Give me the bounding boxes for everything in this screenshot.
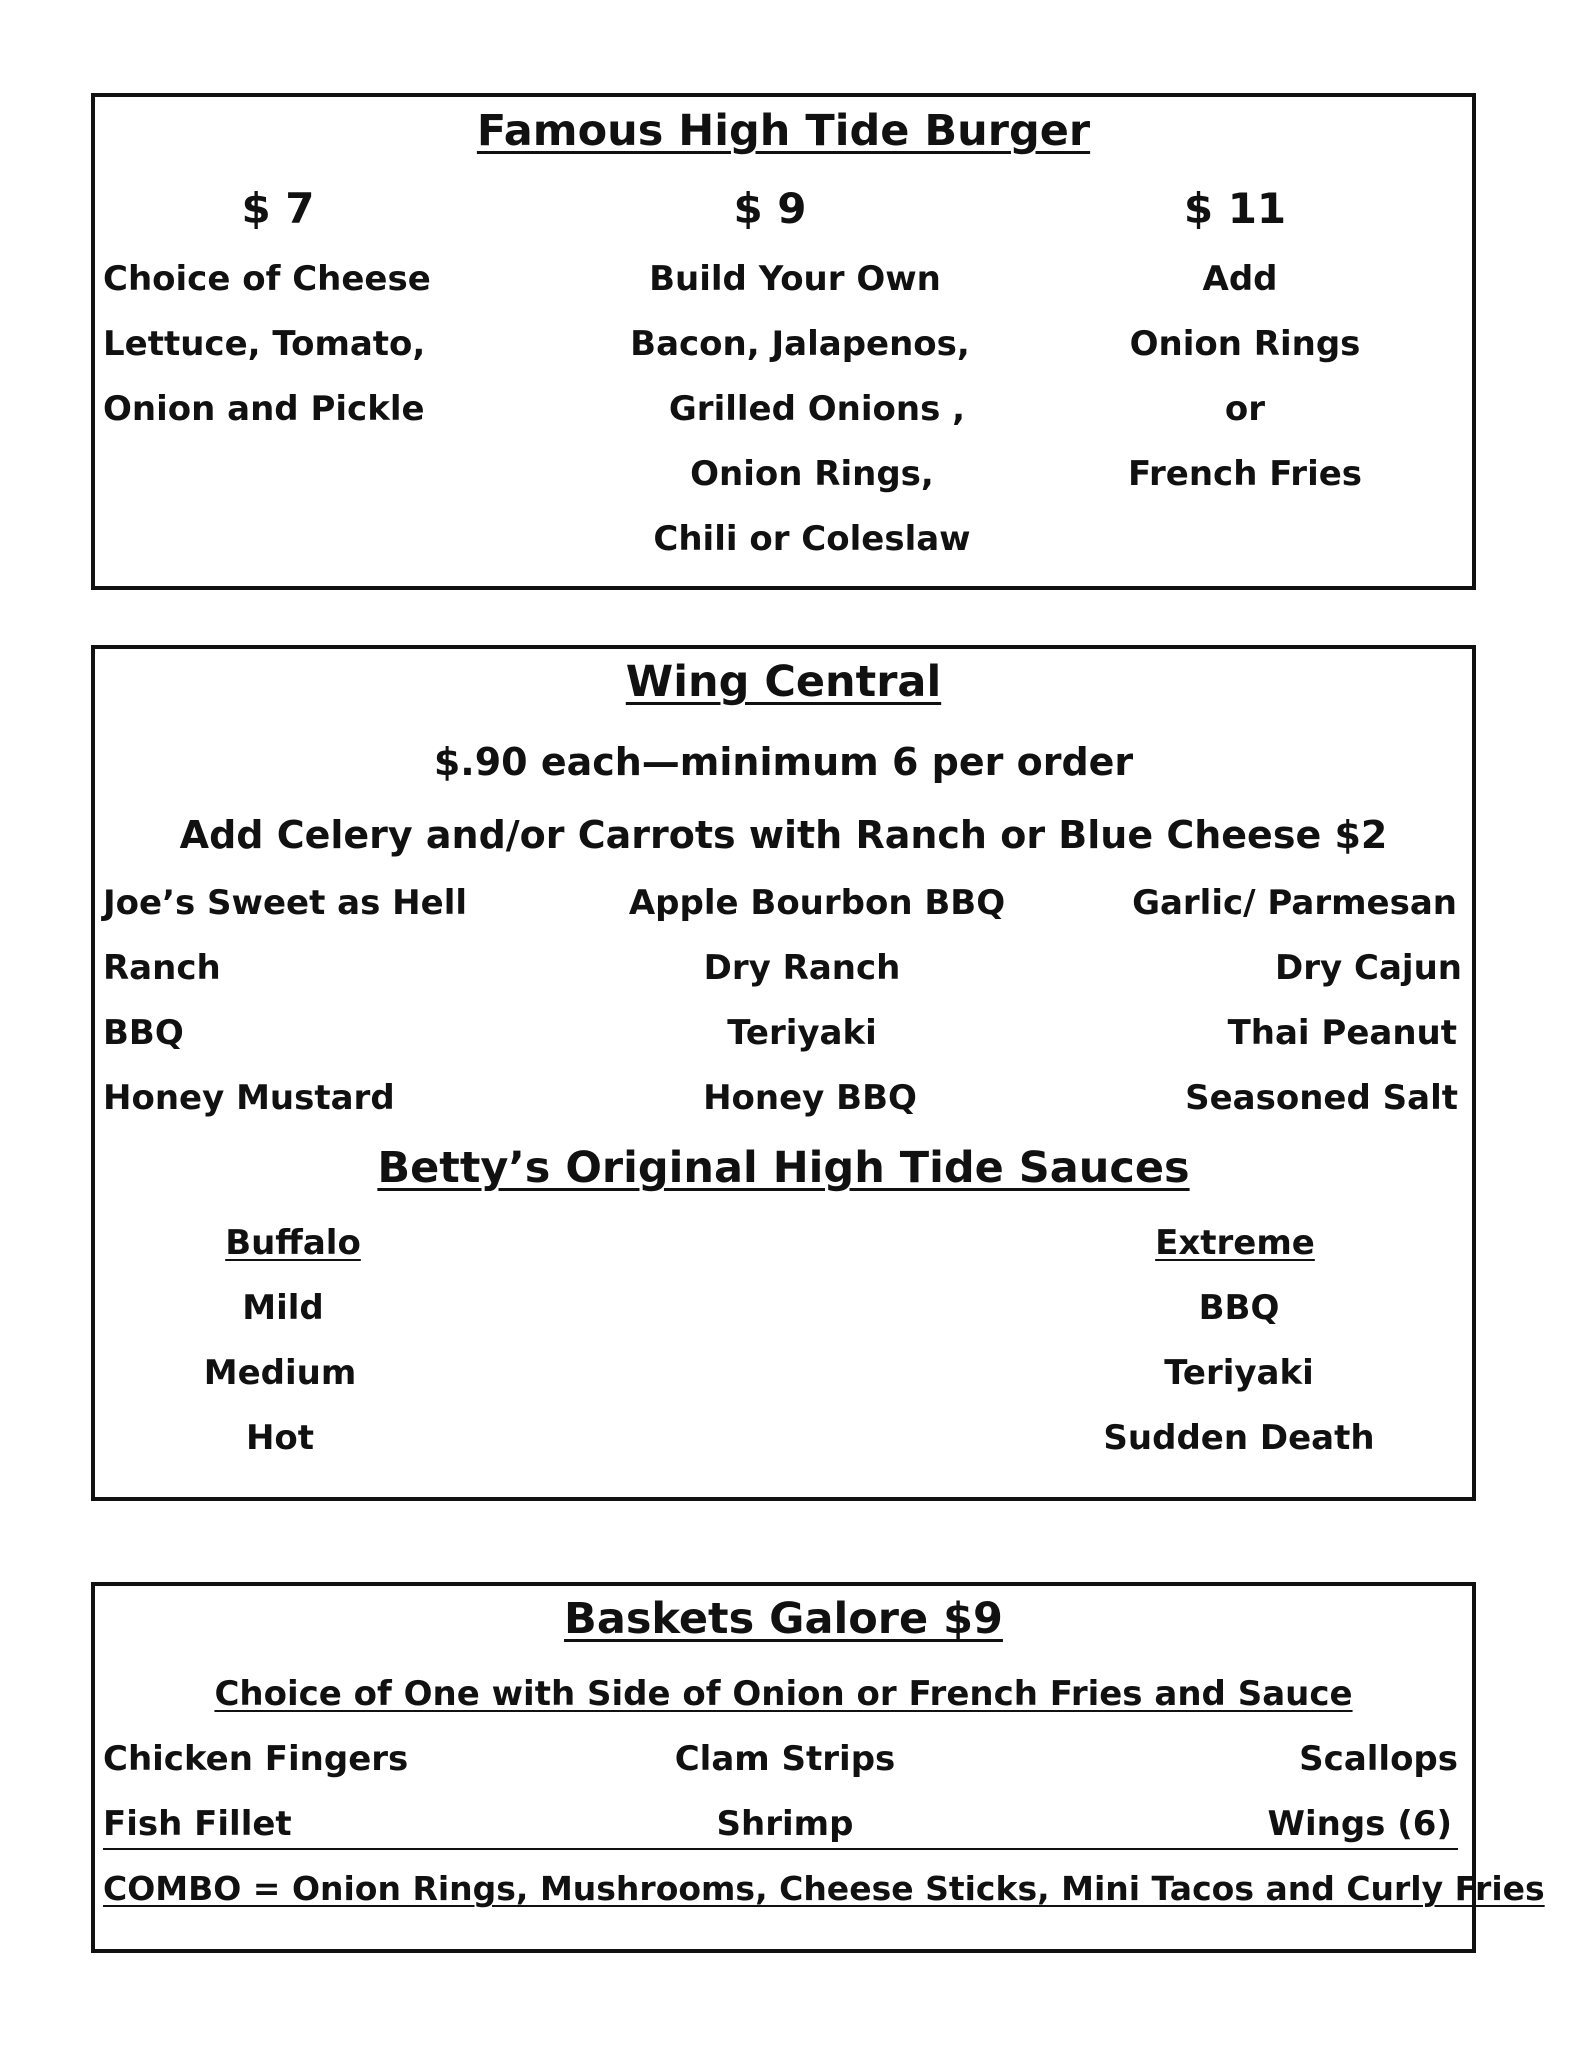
- wing-flavor-center: Dry Ranch: [703, 948, 901, 988]
- wing-flavor-right: Dry Cajun: [1275, 948, 1462, 988]
- wing-flavor-right: Seasoned Salt: [1185, 1078, 1458, 1118]
- burger-col3-line: French Fries: [1127, 454, 1363, 494]
- wing-flavor-left: Honey Mustard: [103, 1078, 395, 1118]
- burger-title: Famous High Tide Burger: [476, 106, 1091, 156]
- basket-item-center: Clam Strips: [674, 1739, 896, 1779]
- burger-col2-line: Onion Rings,: [690, 454, 934, 494]
- buffalo-item: Mild: [242, 1288, 324, 1328]
- buffalo-item: Hot: [245, 1418, 315, 1458]
- burger-col3-line: Onion Rings: [1129, 324, 1361, 364]
- sauces-title: Betty’s Original High Tide Sauces: [377, 1143, 1190, 1193]
- burger-col2-line: Build Your Own: [649, 259, 941, 299]
- buffalo-item: Medium: [203, 1353, 357, 1393]
- basket-item-left: Fish Fillet: [103, 1804, 292, 1844]
- basket-row-rule: [103, 1848, 1458, 1850]
- wing-flavor-left: Ranch: [103, 948, 221, 988]
- wing-flavor-center: Teriyaki: [727, 1013, 877, 1053]
- wings-addon-line: Add Celery and/or Carrots with Ranch or Blue Cheese $2: [179, 813, 1388, 857]
- baskets-combo: COMBO = Onion Rings, Mushrooms, Cheese Sticks, Mini Tacos and Curly Fries: [103, 1869, 1545, 1908]
- basket-item-center: Shrimp: [716, 1804, 854, 1844]
- burger-col1-line: Choice of Cheese: [103, 259, 431, 299]
- wing-flavor-left: BBQ: [103, 1013, 184, 1053]
- extreme-item: Sudden Death: [1103, 1418, 1375, 1458]
- extreme-heading: Extreme: [1155, 1223, 1315, 1263]
- wing-flavor-right: Garlic/ Parmesan: [1132, 883, 1457, 923]
- burger-col1-line: Lettuce, Tomato,: [103, 324, 426, 364]
- burger-col1-line: Onion and Pickle: [103, 389, 425, 429]
- wings-title: Wing Central: [625, 657, 942, 707]
- baskets-title: Baskets Galore $9: [564, 1594, 1003, 1644]
- burger-col2-line: Chili or Coleslaw: [653, 519, 971, 559]
- burger-col3-line: or: [1224, 389, 1266, 429]
- baskets-subtitle: Choice of One with Side of Onion or French Fries and Sauce: [214, 1674, 1353, 1714]
- basket-item-left: Chicken Fingers: [103, 1739, 409, 1779]
- burger-col3-line: Add: [1202, 259, 1278, 299]
- burger-price-2: $ 9: [733, 184, 807, 233]
- burger-price-1: $ 7: [241, 184, 315, 233]
- extreme-item: BBQ: [1198, 1288, 1280, 1328]
- wings-price-line: $.90 each—minimum 6 per order: [433, 740, 1134, 784]
- wing-flavor-center: Honey BBQ: [703, 1078, 917, 1118]
- wing-flavor-center: Apple Bourbon BBQ: [628, 883, 1006, 923]
- basket-item-right: Scallops: [1299, 1739, 1458, 1779]
- burger-col2-line: Bacon, Jalapenos,: [630, 324, 970, 364]
- extreme-item: Teriyaki: [1164, 1353, 1314, 1393]
- burger-col2-line: Grilled Onions ,: [668, 389, 966, 429]
- wing-flavor-right: Thai Peanut: [1227, 1013, 1457, 1053]
- wing-flavor-left: Joe’s Sweet as Hell: [103, 883, 468, 923]
- burger-price-3: $ 11: [1183, 184, 1287, 233]
- buffalo-heading: Buffalo: [225, 1223, 361, 1263]
- basket-item-right: Wings (6): [1267, 1804, 1452, 1844]
